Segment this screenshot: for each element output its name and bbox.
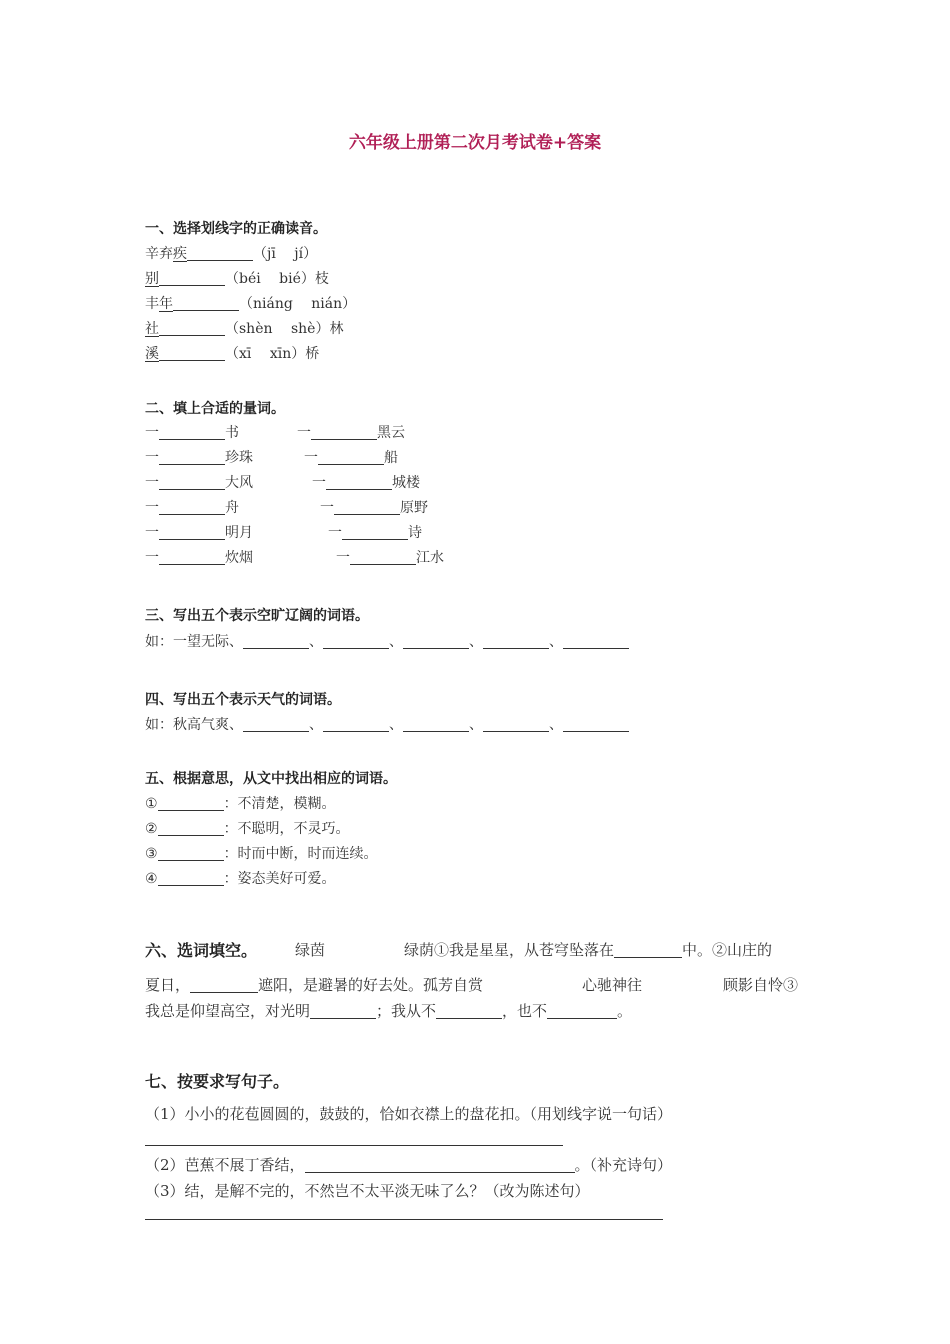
s2-row-3-b: 一 城楼 (312, 475, 420, 491)
s6-word-2: 心驰神往 (582, 976, 643, 994)
s7-question-3: （3）结，是解不完的，不然岂不太平淡无味了么？（改为陈述句） (145, 1182, 590, 1200)
s1-item-5: 溪 （xī xīn）桥 (145, 346, 320, 362)
s7-question-1: （1）小小的花苞圆圆的，鼓鼓的，恰如衣襟上的盘花扣。（用划线字说一句话） (145, 1105, 673, 1123)
s2-row-5-b: 一 诗 (328, 525, 422, 541)
s2-row-4-b: 一 原野 (320, 500, 428, 516)
s2-row-1-b: 一 黑云 (297, 425, 405, 441)
s5-item-2: ② ：不聪明，不灵巧。 (145, 821, 350, 837)
s7-answer-line-3[interactable] (145, 1219, 663, 1220)
section-5-heading: 五、根据意思，从文中找出相应的词语。 (145, 771, 397, 787)
s7-answer-line-1[interactable] (145, 1145, 563, 1146)
s2-row-2-a: 一 珍珠 (145, 450, 253, 466)
s6-line-3: 我总是仰望高空，对光明 ；我从不 ，也不 。 (145, 1002, 633, 1020)
s1-item-4: 社 （shèn shè）林 (145, 321, 344, 337)
s6-line-1: 绿荫①我是星星，从苍穹坠落在 中。②山庄的 (404, 941, 773, 959)
section-3-heading: 三、写出五个表示空旷辽阔的词语。 (145, 608, 369, 624)
s7-question-2: （2）芭蕉不展丁香结， 。（补充诗句） (145, 1156, 673, 1174)
s1-item-3: 丰年 （niáng nián） (145, 296, 357, 312)
s2-row-3-a: 一 大风 (145, 475, 253, 491)
s5-item-4: ④ ：姿态美好可爱。 (145, 871, 336, 887)
section-1-heading: 一、选择划线字的正确读音。 (145, 221, 327, 237)
s5-item-1: ① ：不清楚，模糊。 (145, 796, 336, 812)
section-4-heading: 四、写出五个表示天气的词语。 (145, 692, 341, 708)
s6-line-2: 夏日， 遮阳，是避暑的好去处。孤芳自赏 (145, 976, 484, 994)
section-2-heading: 二、填上合适的量词。 (145, 401, 285, 417)
s2-row-4-a: 一 舟 (145, 500, 239, 516)
s2-row-6-a: 一 炊烟 (145, 550, 253, 566)
s1-item-1: 辛弃疾 （jī jí） (145, 246, 318, 262)
s5-item-3: ③ ：时而中断，时而连续。 (145, 846, 378, 862)
s3-example-line: 如：一望无际、 、 、 、 、 (145, 631, 629, 651)
s6-word-1: 绿茵 (295, 941, 326, 959)
s2-row-5-a: 一 明月 (145, 525, 253, 541)
s6-word-3: 顾影自怜③ (723, 976, 799, 994)
section-7-heading: 七、按要求写句子。 (145, 1072, 290, 1091)
s2-row-6-b: 一 江水 (336, 550, 444, 566)
s4-example-line: 如：秋高气爽、 、 、 、 、 (145, 714, 629, 734)
s2-row-1-a: 一 书 (145, 425, 239, 441)
section-6-heading: 六、选词填空。 (145, 941, 258, 960)
s2-row-2-b: 一 船 (304, 450, 398, 466)
s1-item-2: 别 （béi bié）枝 (145, 271, 329, 287)
page-title: 六年级上册第二次月考试卷+答案 (348, 133, 602, 153)
